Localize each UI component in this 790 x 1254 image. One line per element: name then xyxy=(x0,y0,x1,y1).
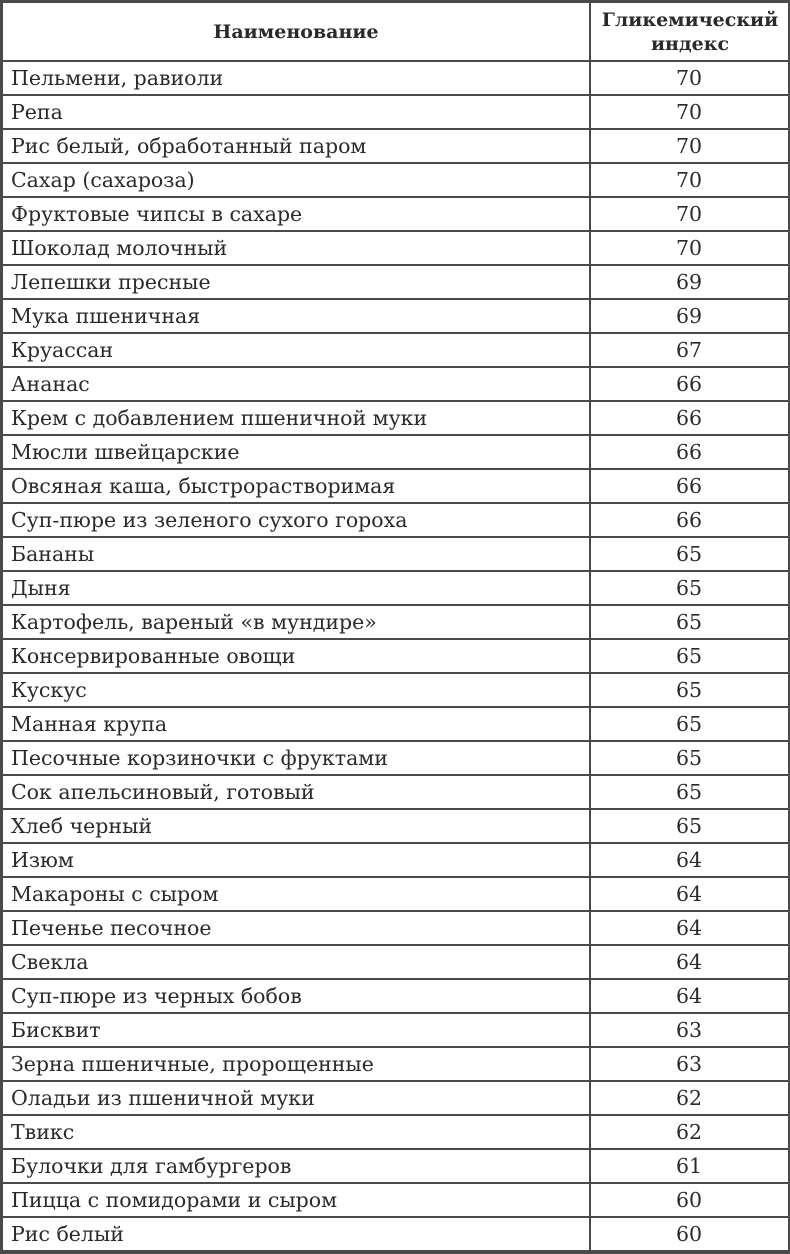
table-row xyxy=(2,979,790,1013)
food-name-cell: Бананы xyxy=(2,537,590,571)
food-name-cell: Бисквит xyxy=(2,1013,590,1047)
food-name-cell: Мюсли швейцарские xyxy=(2,435,590,469)
food-name-cell: Пельмени, равиоли xyxy=(2,61,590,95)
glycemic-index-cell: 66 xyxy=(590,401,790,435)
table-row xyxy=(2,1183,790,1217)
glycemic-index-cell: 70 xyxy=(590,95,790,129)
table-row xyxy=(2,95,790,129)
food-name-cell: Макароны с сыром xyxy=(2,877,590,911)
table-header-row xyxy=(2,2,790,61)
glycemic-index-cell: 63 xyxy=(590,1013,790,1047)
glycemic-index-cell: 65 xyxy=(590,707,790,741)
table-row xyxy=(2,1047,790,1081)
table-row xyxy=(2,435,790,469)
table-row xyxy=(2,843,790,877)
glycemic-index-cell: 70 xyxy=(590,231,790,265)
table-row xyxy=(2,605,790,639)
table-row xyxy=(2,1013,790,1047)
table-row xyxy=(2,231,790,265)
table-row xyxy=(2,265,790,299)
table-row xyxy=(2,1081,790,1115)
table-row xyxy=(2,469,790,503)
glycemic-index-cell: 65 xyxy=(590,809,790,843)
food-name-cell: Рис белый xyxy=(2,1217,590,1251)
table-row xyxy=(2,61,790,95)
food-name-cell: Суп-пюре из черных бобов xyxy=(2,979,590,1013)
food-name-cell: Оладьи из пшеничной муки xyxy=(2,1081,590,1115)
glycemic-index-cell: 65 xyxy=(590,571,790,605)
food-name-cell: Ананас xyxy=(2,367,590,401)
table-row xyxy=(2,741,790,775)
glycemic-index-cell: 64 xyxy=(590,945,790,979)
table-row xyxy=(2,367,790,401)
food-name-cell: Лепешки пресные xyxy=(2,265,590,299)
glycemic-index-cell: 64 xyxy=(590,877,790,911)
glycemic-index-table xyxy=(1,1,790,1252)
table-row xyxy=(2,503,790,537)
food-name-cell: Крем с добавлением пшеничной муки xyxy=(2,401,590,435)
table-row xyxy=(2,1115,790,1149)
table-row xyxy=(2,911,790,945)
food-name-cell: Булочки для гамбургеров xyxy=(2,1149,590,1183)
table-row xyxy=(2,1217,790,1251)
food-name-cell: Дыня xyxy=(2,571,590,605)
glycemic-index-cell: 64 xyxy=(590,911,790,945)
glycemic-index-cell: 66 xyxy=(590,503,790,537)
table-row xyxy=(2,707,790,741)
table-row xyxy=(2,537,790,571)
glycemic-index-cell: 65 xyxy=(590,775,790,809)
table-row xyxy=(2,775,790,809)
food-name-cell: Манная крупа xyxy=(2,707,590,741)
table-row xyxy=(2,1149,790,1183)
food-name-cell: Суп-пюре из зеленого сухого гороха xyxy=(2,503,590,537)
glycemic-index-cell: 62 xyxy=(590,1081,790,1115)
food-name-cell: Овсяная каша, быстрорастворимая xyxy=(2,469,590,503)
glycemic-index-cell: 65 xyxy=(590,605,790,639)
food-name-cell: Консервированные овощи xyxy=(2,639,590,673)
table-row xyxy=(2,129,790,163)
column-header-glycemic-index: Гликемический индекс xyxy=(590,2,790,61)
table-row xyxy=(2,571,790,605)
table-row xyxy=(2,333,790,367)
glycemic-index-cell: 64 xyxy=(590,979,790,1013)
glycemic-index-cell: 65 xyxy=(590,741,790,775)
food-name-cell: Твикс xyxy=(2,1115,590,1149)
glycemic-index-cell: 70 xyxy=(590,163,790,197)
food-name-cell: Шоколад молочный xyxy=(2,231,590,265)
glycemic-index-cell: 66 xyxy=(590,367,790,401)
glycemic-index-cell: 70 xyxy=(590,129,790,163)
glycemic-index-cell: 66 xyxy=(590,469,790,503)
food-name-cell: Репа xyxy=(2,95,590,129)
table-row xyxy=(2,673,790,707)
glycemic-index-cell: 63 xyxy=(590,1047,790,1081)
food-name-cell: Свекла xyxy=(2,945,590,979)
table-row xyxy=(2,197,790,231)
food-name-cell: Мука пшеничная xyxy=(2,299,590,333)
food-name-cell: Печенье песочное xyxy=(2,911,590,945)
food-name-cell: Зерна пшеничные, пророщенные xyxy=(2,1047,590,1081)
food-name-cell: Хлеб черный xyxy=(2,809,590,843)
table-row xyxy=(2,809,790,843)
table-body xyxy=(2,61,790,1251)
glycemic-index-cell: 64 xyxy=(590,843,790,877)
glycemic-index-cell: 69 xyxy=(590,265,790,299)
food-name-cell: Сахар (сахароза) xyxy=(2,163,590,197)
glycemic-index-cell: 60 xyxy=(590,1183,790,1217)
glycemic-index-cell: 60 xyxy=(590,1217,790,1251)
glycemic-index-cell: 70 xyxy=(590,197,790,231)
glycemic-index-cell: 65 xyxy=(590,537,790,571)
glycemic-index-cell: 62 xyxy=(590,1115,790,1149)
table-row xyxy=(2,299,790,333)
glycemic-index-cell: 69 xyxy=(590,299,790,333)
food-name-cell: Кускус xyxy=(2,673,590,707)
food-name-cell: Изюм xyxy=(2,843,590,877)
table-row xyxy=(2,945,790,979)
column-header-name: Наименование xyxy=(2,2,590,61)
food-name-cell: Фруктовые чипсы в сахаре xyxy=(2,197,590,231)
glycemic-index-cell: 67 xyxy=(590,333,790,367)
glycemic-index-cell: 65 xyxy=(590,673,790,707)
table-row xyxy=(2,163,790,197)
food-name-cell: Круассан xyxy=(2,333,590,367)
food-name-cell: Пицца с помидорами и сыром xyxy=(2,1183,590,1217)
glycemic-index-cell: 66 xyxy=(590,435,790,469)
food-name-cell: Песочные корзиночки с фруктами xyxy=(2,741,590,775)
food-name-cell: Картофель, вареный «в мундире» xyxy=(2,605,590,639)
glycemic-index-cell: 65 xyxy=(590,639,790,673)
table-row xyxy=(2,639,790,673)
glycemic-index-cell: 61 xyxy=(590,1149,790,1183)
table-row xyxy=(2,401,790,435)
food-name-cell: Сок апельсиновый, готовый xyxy=(2,775,590,809)
table-row xyxy=(2,877,790,911)
glycemic-index-cell: 70 xyxy=(590,61,790,95)
food-name-cell: Рис белый, обработанный паром xyxy=(2,129,590,163)
